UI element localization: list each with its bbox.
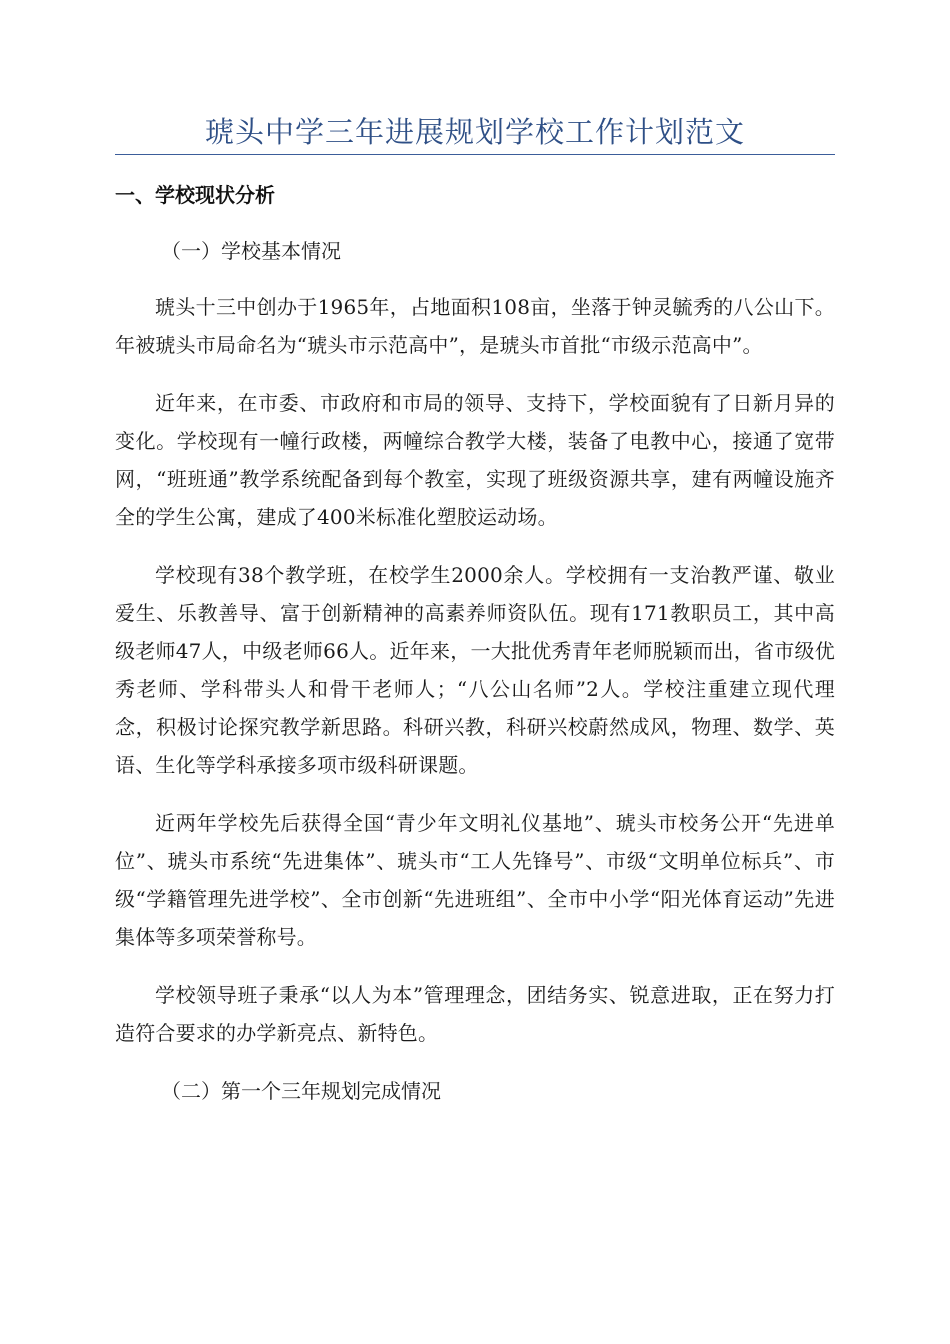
paragraph-4: 近两年学校先后获得全国“青少年文明礼仪基地”、琥头市校务公开“先进单位”、琥头市系统“先进集体”、琥头市“工人先锋号”、市级“文明单位标兵”、市级“学籍管理先进学校”、全市创新“先进班组”、全市中小学“阳光体育运动”先进集体等多项荣誉称号。 xyxy=(115,811,835,949)
paragraph-5: 学校领导班子秉承“以人为本”管理理念，团结务实、锐意进取，正在努力打造符合要求的办学新亮点、新特色。 xyxy=(115,983,835,1045)
subsection-heading-1: （一）学校基本情况 xyxy=(161,239,341,263)
document-body xyxy=(115,178,835,1108)
title-underline xyxy=(115,154,835,155)
document-title: 琥头中学三年进展规划学校工作计划范文 xyxy=(204,115,745,149)
paragraph-1: 琥头十三中创办于1965年，占地面积108亩，坐落于钟灵毓秀的八公山下。年被琥头市局命名为“琥头市示范高中”，是琥头市首批“市级示范高中”。 xyxy=(115,295,835,357)
section-heading-1: 一、学校现状分析 xyxy=(115,183,275,207)
paragraph-3: 学校现有38个教学班，在校学生2000余人。学校拥有一支治教严谨、敬业爱生、乐教善导、富于创新精神的高素养师资队伍。现有171教职员工，其中高级老师47人，中级老师66人。近年来，一大批优秀青年老师脱颖而出，省市级优秀老师、学科带头人和骨干老师人；“八公山名师”2人。学校注重建立现代理念，积极讨论探究教学新思路。科研兴教，科研兴校蔚然成风，物理、数学、英语、生化等学科承接多项市级科研课题。 xyxy=(115,563,835,777)
subsection-heading-2: （二）第一个三年规划完成情况 xyxy=(161,1079,441,1103)
paragraph-2: 近年来，在市委、市政府和市局的领导、支持下，学校面貌有了日新月异的变化。学校现有一幢行政楼，两幢综合教学大楼，装备了电教中心，接通了宽带网，“班班通”教学系统配备到每个教室，实现了班级资源共享，建有两幢设施齐全的学生公寓，建成了400米标准化塑胶运动场。 xyxy=(115,391,835,529)
